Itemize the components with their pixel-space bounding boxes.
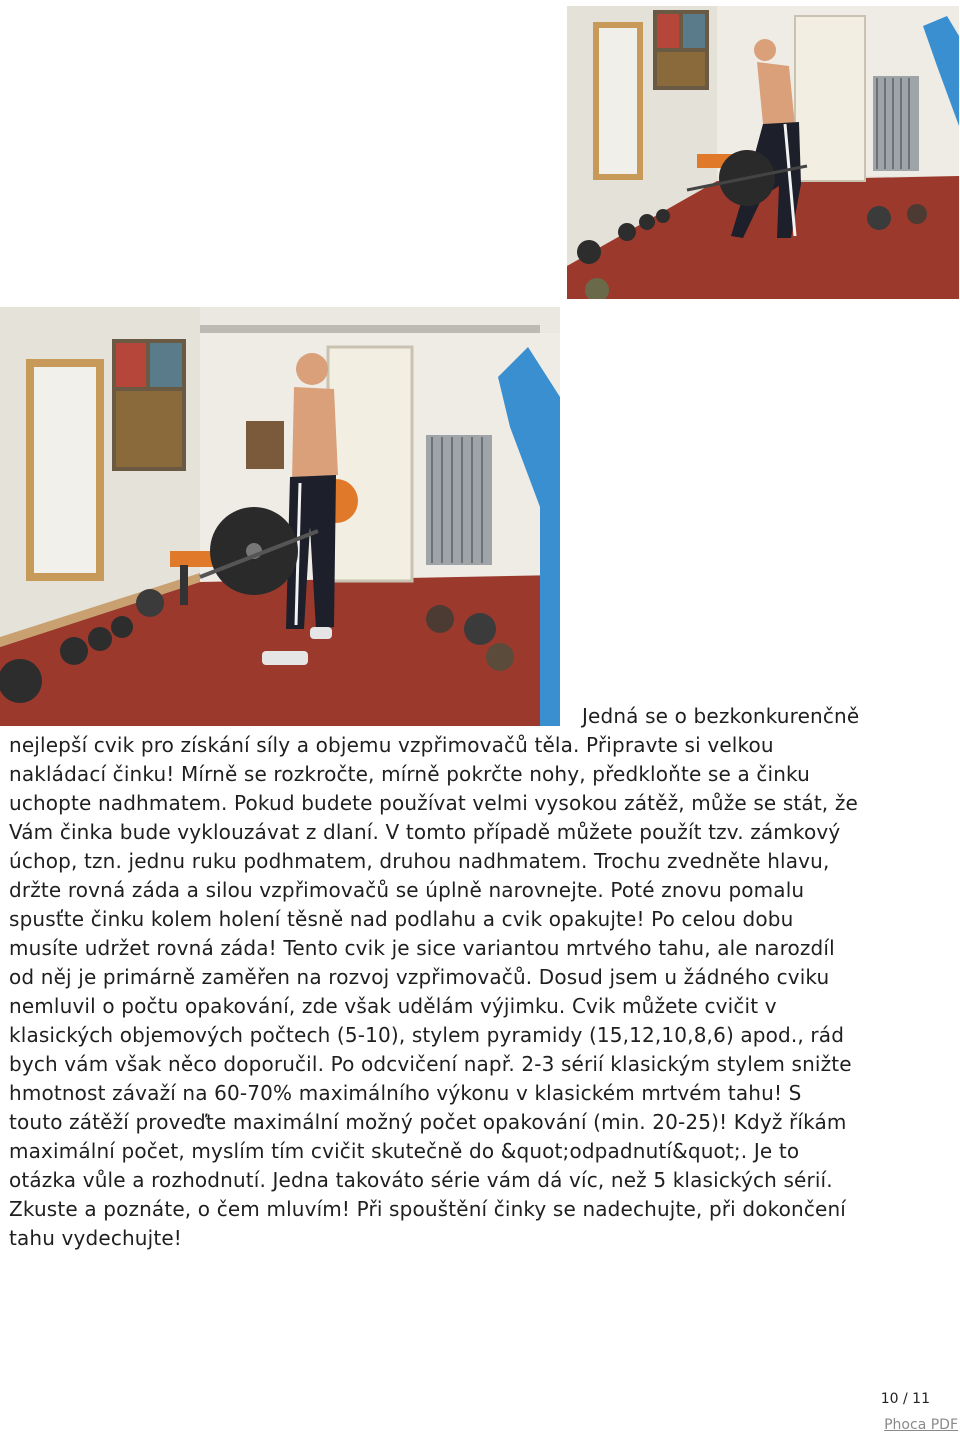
text-line: držte rovná záda a silou vzpřimovačů se úplně narovnejte. Poté znovu pomalu	[9, 878, 805, 902]
text-line: od něj je primárně zaměřen na rozvoj vzpřimovačů. Dosud jsem u žádného cviku	[9, 965, 830, 989]
text-line: touto zátěží proveďte maximální možný počet opakování (min. 20-25)! Když říkám	[9, 1110, 847, 1134]
text-line: musíte udržet rovná záda! Tento cvik je sice variantou mrtvého tahu, ale narozdíl	[9, 936, 835, 960]
text-line: bych vám však něco doporučil. Po odcvičení např. 2-3 sérií klasickým stylem snižte	[9, 1052, 852, 1076]
text-line: maximální počet, myslím tím cvičit skutečně do &quot;odpadnutí&quot;. Je to	[9, 1139, 800, 1163]
text-line: Jedná se o bezkonkurenčně	[582, 704, 860, 728]
text-line: Zkuste a poznáte, o čem mluvím! Při spouštění činky se nadechujte, při dokončení	[9, 1197, 846, 1221]
page-number: 10 / 11	[880, 1391, 930, 1407]
photo-lifter-bent-over	[567, 6, 959, 299]
text-line: tahu vydechujte!	[9, 1226, 182, 1250]
text-line: hmotnost závaží na 60-70% maximálního výkonu v klasickém mrtvém tahu! S	[9, 1081, 802, 1105]
text-line: uchopte nadhmatem. Pokud budete používat velmi vysokou zátěž, může se stát, že	[9, 791, 858, 815]
text-line: nemluvil o počtu opakování, zde však udělám výjimku. Cvik můžete cvičit v	[9, 994, 777, 1018]
text-line: spusťte činku kolem holení těsně nad podlahu a cvik opakujte! Po celou dobu	[9, 907, 794, 931]
photo-lifter-standing	[0, 307, 560, 726]
text-line: úchop, tzn. jednu ruku podhmatem, druhou nadhmatem. Trochu zvedněte hlavu,	[9, 849, 830, 873]
text-line: nakládací činku! Mírně se rozkročte, mírně pokrčte nohy, předkloňte se a činku	[9, 762, 810, 786]
text-line: nejlepší cvik pro získání síly a objemu vzpřimovačů těla. Připravte si velkou	[9, 733, 774, 757]
article-paragraph	[9, 702, 954, 1253]
text-line: klasických objemových počtech (5-10), stylem pyramidy (15,12,10,8,6) apod., rád	[9, 1023, 845, 1047]
phoca-pdf-link[interactable]: Phoca PDF	[884, 1417, 958, 1433]
text-line: otázka vůle a rozhodnutí. Jedna takováto série vám dá víc, než 5 klasických sérií.	[9, 1168, 833, 1192]
text-line: Vám činka bude vyklouzávat z dlaní. V tomto případě můžete použít tzv. zámkový	[9, 820, 841, 844]
